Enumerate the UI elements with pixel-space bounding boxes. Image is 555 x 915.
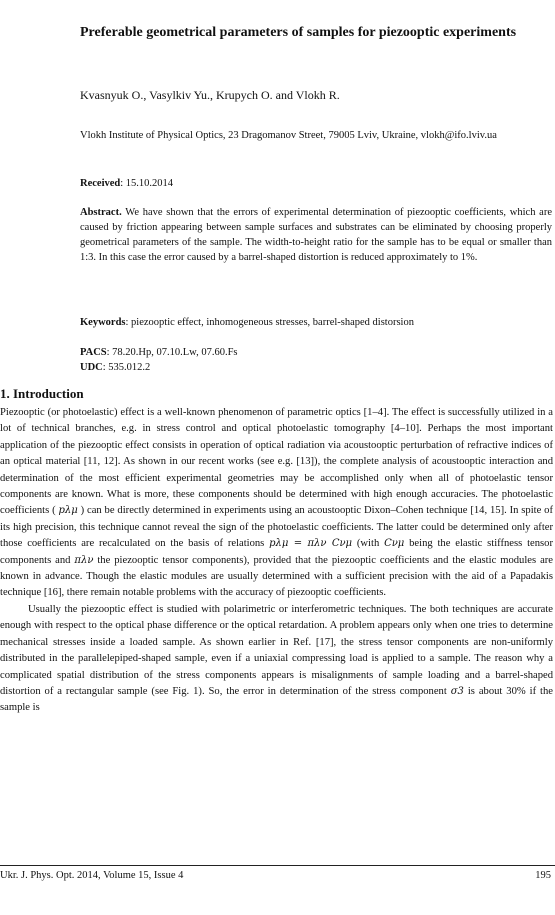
math-relation: pλμ = πλν Cνμ: [269, 538, 353, 550]
paper-affiliation: Vlokh Institute of Physical Optics, 23 Dragomanov Street, 79005 Lviv, Ukraine, vlokh@ifo.lviv.ua: [80, 130, 497, 141]
abstract-label: Abstract.: [80, 207, 122, 218]
para2-part-a: Usually the piezooptic effect is studied with polarimetric or interferometric techniques. The both techniques are accurate enough with respect to the optical phase difference or the optical retardation. A problem appears only when one tries to determine mechanical stresses inside a loaded sample. As shown earlier in Ref. [17], the stress tensor components are non-uniformly distributed in the parallelepiped-shaped sample, even if a uniaxial compressing load is applied to a sample. The reason why a complicated spatial distribution of the stress components appears is misalignments of sample loading and a barrel-shaped distortion of a rectangular sample (see Fig. 1). So, the error in determination of the stress component: [0, 603, 553, 697]
pacs-value: : 78.20.Hp, 07.10.Lw, 07.60.Fs: [106, 347, 238, 358]
pacs-line: [80, 345, 238, 360]
footer-journal: Ukr. J. Phys. Opt. 2014, Volume 15, Issue 4: [0, 870, 184, 881]
body-text: [0, 405, 553, 717]
para2-part-b: is about 30% if the sample is: [0, 685, 553, 714]
abstract-text: We have shown that the errors of experimental determination of piezooptic coefficients, which are caused by friction appearing between sample surfaces and substrates can be eliminated by choosing properly geometrical parameters of the sample. The width-to-height ratio for the sample has to be equal or smaller than 1:3. In this case the error caused by a barrel-shaped distortion is reduced approximately to 1%.: [80, 207, 552, 263]
math-c-nu-mu: Cνμ: [384, 538, 405, 550]
paper-title: Preferable geometrical parameters of samples for piezooptic experiments: [80, 25, 517, 40]
pacs-label: PACS: [80, 347, 107, 358]
para1-part-a: Piezooptic (or photoelastic) effect is a well-known phenomenon of parametric optics [1–4]. The effect is successfully utilized in a lot of technical branches, e.g. in stress control and optical photoelastic tomography [4–10]. Perhaps the most important application of the piezooptic effect consists in operation of optical radiation via acoustooptic perturbation of refractive indices of an optical material [11, 12]. As shown in our recent works (see e.g. [13]), the complete analysis of acoustooptic interaction and determination of the most efficient experimental geometries may be accomplished only when all of photoelastic tensor components are known. What is more, these components should be determined with high enough accuracies. The photoelastic coefficients (: [0, 407, 553, 517]
received-value: : 15.10.2014: [120, 178, 174, 189]
keywords: [80, 315, 552, 330]
math-p-lambda-mu: pλμ: [58, 505, 78, 517]
para1-part-e: the piezooptic tensor components), provided that the piezooptic coefficients and the elastic modules are known in advance. Though the elastic modules are usually determined with a sufficient precision with the aid of a Papadakis technique [16], there remain notable problems with the accuracy of piezooptic coefficients.: [0, 554, 554, 599]
received-date: [80, 178, 173, 189]
paragraph-2: [0, 602, 553, 717]
math-pi-lambda-nu: πλν: [74, 554, 94, 566]
paragraph-1: [0, 405, 553, 602]
received-label: Received: [80, 178, 121, 189]
udc-line: [80, 360, 238, 375]
abstract: [80, 205, 552, 265]
section-heading: 1. Introduction: [0, 386, 84, 401]
para1-part-d: being the elastic stiffness tensor components and: [0, 538, 553, 566]
keywords-value: : piezooptic effect, inhomogeneous stresses, barrel-shaped distorsion: [125, 317, 414, 328]
paper-authors: Kvasnyuk O., Vasylkiv Yu., Krupych O. and Vlokh R.: [80, 88, 340, 102]
para1-part-b: ) can be directly determined in experiments using an acoustooptic Dixon–Cohen technique [14, 15]. In spite of its high precision, this technique cannot reveal the sign of the photoelastic coefficients. The latter could be determined only after those coefficients are recalculated on the basis of relations: [0, 505, 553, 550]
udc-label: UDC: [80, 362, 103, 373]
footer-divider: [0, 865, 555, 866]
para1-part-c: (with: [352, 538, 385, 550]
udc-value: : 535.012.2: [102, 362, 151, 373]
classification: [80, 345, 238, 375]
page-number: 195: [535, 870, 551, 881]
math-sigma-3: σ3: [450, 685, 464, 697]
keywords-label: Keywords: [80, 317, 126, 328]
